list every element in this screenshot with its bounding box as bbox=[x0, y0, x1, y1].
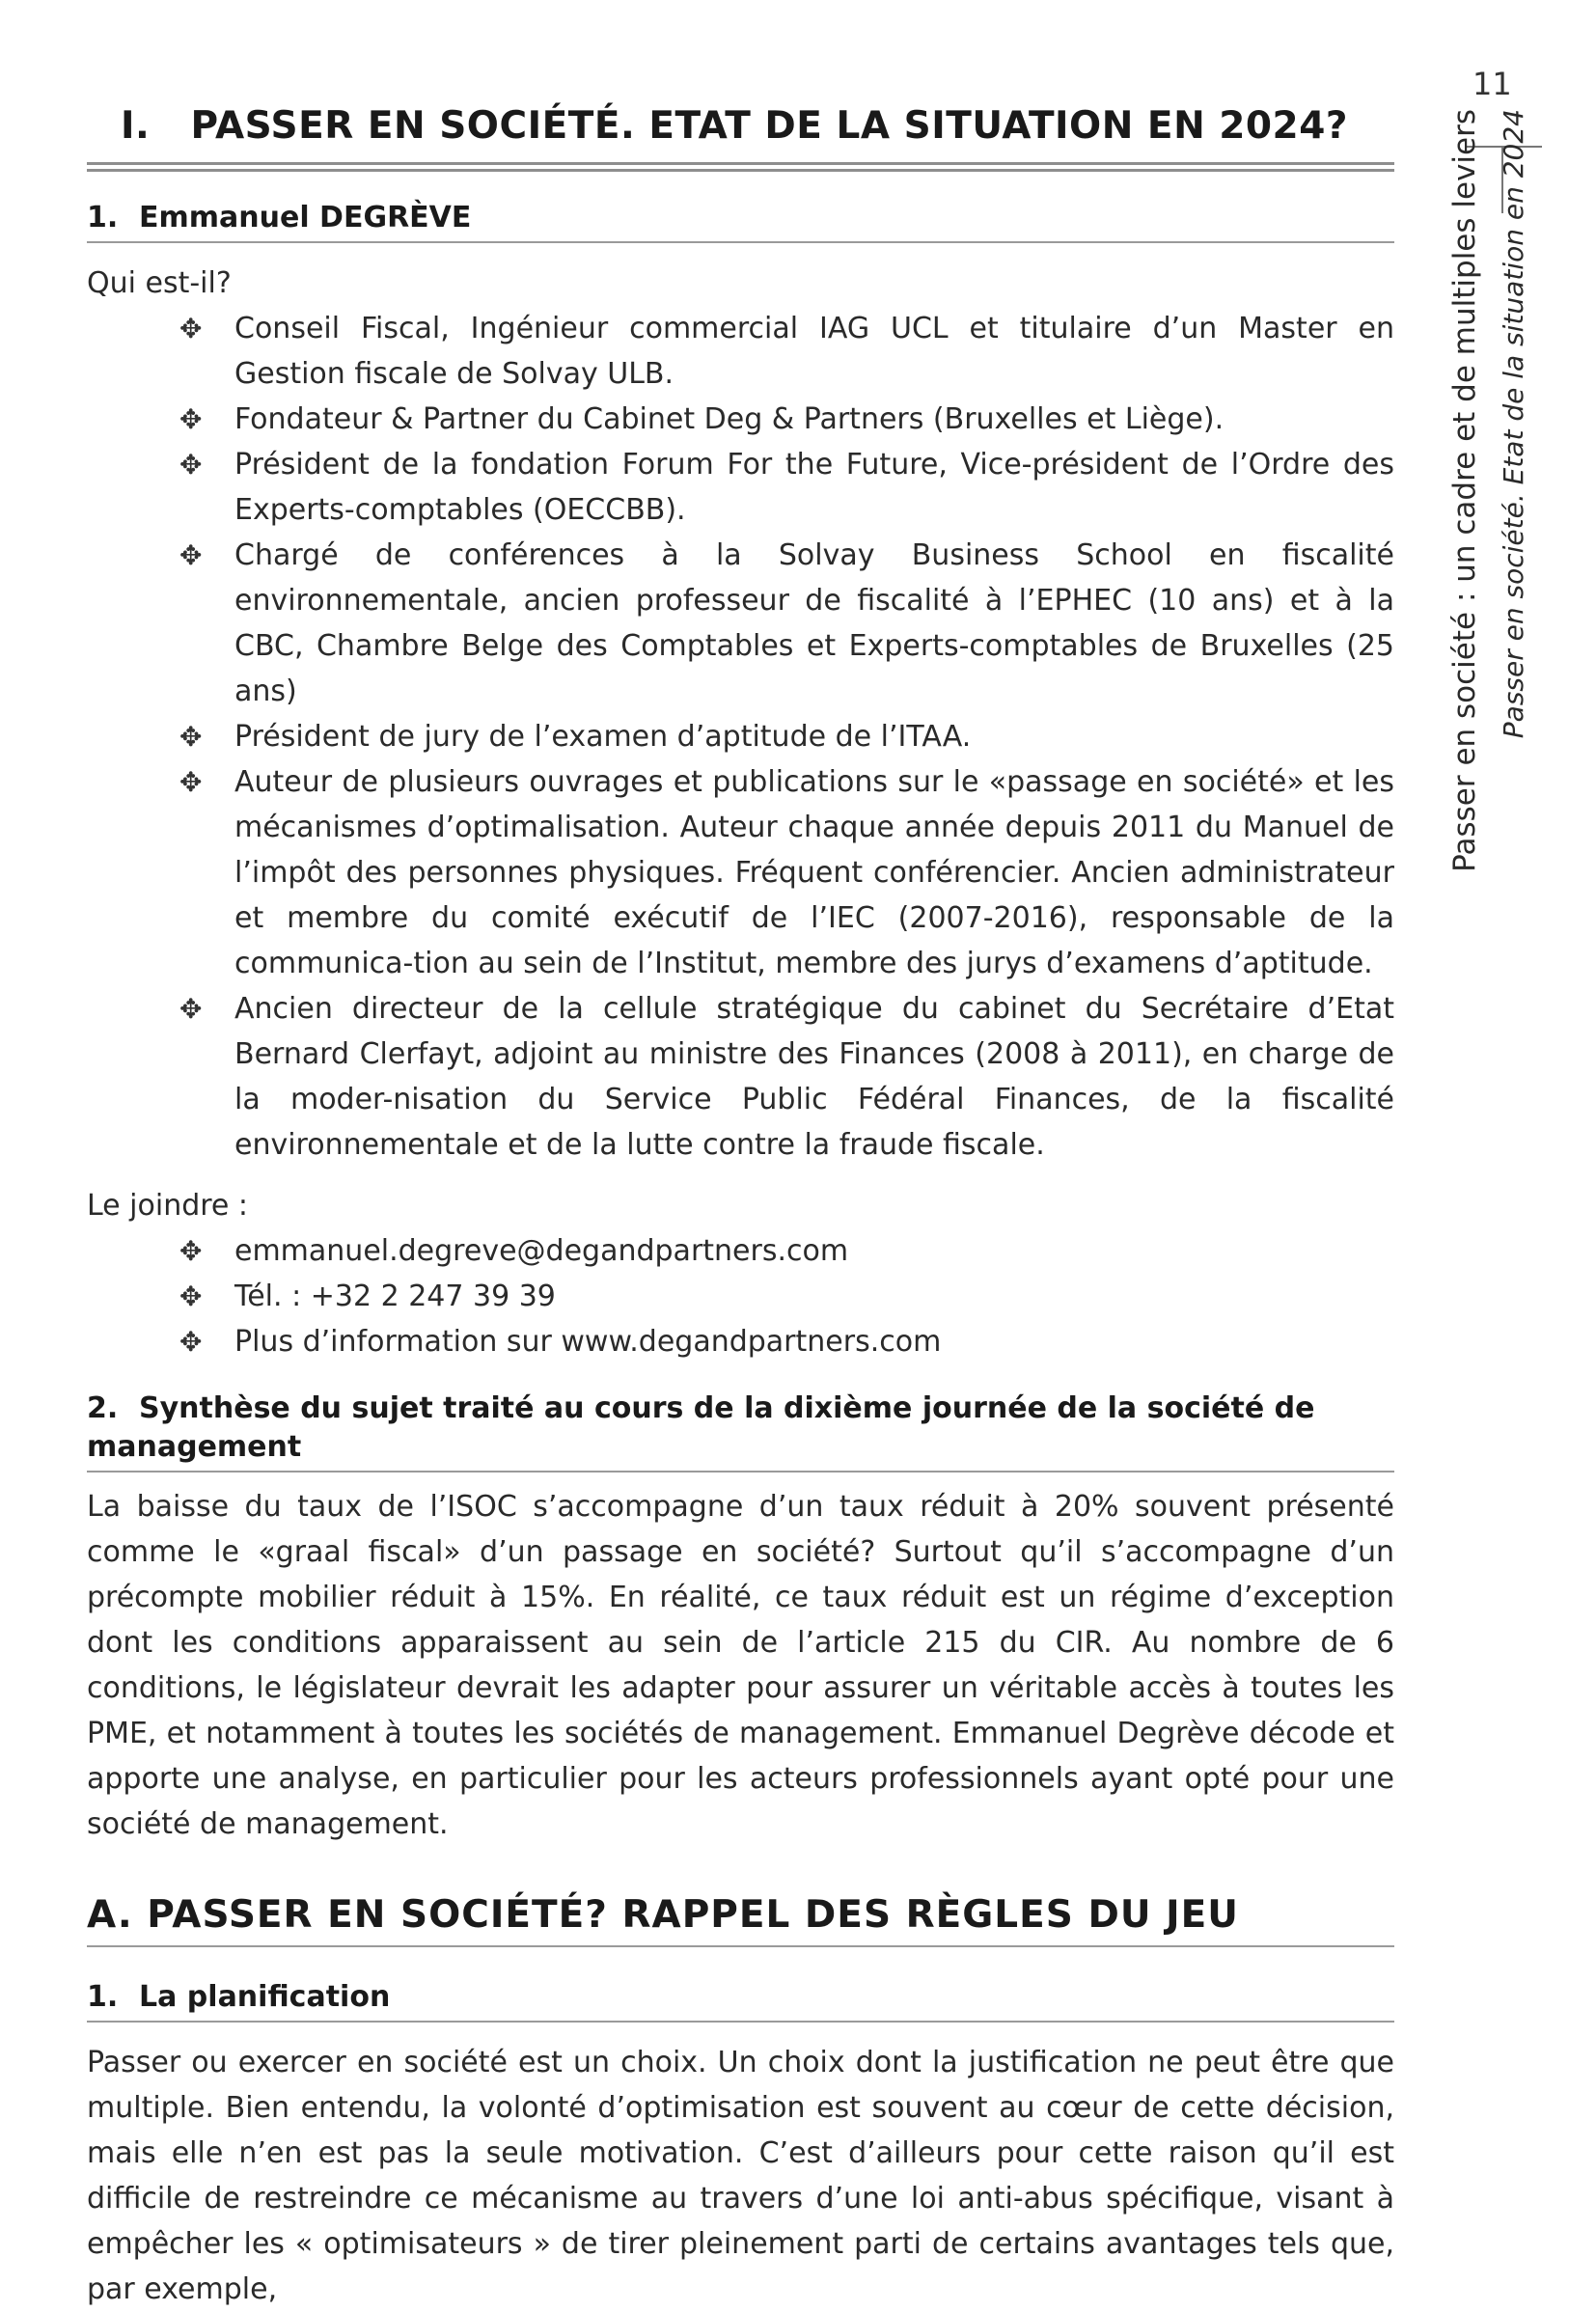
chapter-rule bbox=[87, 162, 1394, 172]
bullet-icon: ✥ bbox=[179, 403, 203, 435]
synthesis-paragraph: La baisse du taux de l’ISOC s’accompagne d’un taux réduit à 20% souvent présenté comme le «graal fiscal» d’un passage en société? Surtout qu’il s’accompagne d’un précompte mobilier réduit à 15%. En réalité, ce taux réduit est un régime d’exception dont les conditions apparaissent au sein de l’article 215 du CIR. Au nombre de 6 conditions, le législateur devrait les adapter pour assurer un véritable accès à toutes les PME, et notamment à toutes les sociétés de management. Emmanuel Degrève décode et apporte une analyse, en particulier pour les acteurs professionnels ayant opté pour une société de management. bbox=[87, 1490, 1394, 1841]
contact-phone: ✥ Tél. : +32 2 247 39 39 bbox=[87, 1274, 1394, 1319]
planification-paragraph: Passer ou exercer en société est un choix. Un choix dont la justification ne peut être que multiple. Bien entendu, la volonté d’optimisation est souvent au cœur de cette décision, mais elle n’en est pas la seule motivation. C’est d’ailleurs pour cette raison qu’il est difficile de restreindre ce mécanisme au travers d’une loi anti-abus spécifique, visant à empêcher les « optimisateurs » de tirer pleinement parti de certains avantages tels que, par exemple, bbox=[87, 2046, 1394, 2306]
bullet-icon: ✥ bbox=[179, 721, 203, 753]
contact-website[interactable]: ✥ Plus d’information sur www.degandpartners.com bbox=[87, 1319, 1394, 1364]
list-item: ✥ Conseil Fiscal, Ingénieur commercial IAG UCL et titulaire d’un Master en Gestion fiscale de Solvay ULB. bbox=[87, 306, 1394, 397]
section-title: La planification bbox=[139, 1980, 391, 2014]
section-heading-1 bbox=[87, 199, 1394, 243]
subsection-heading bbox=[87, 1978, 1394, 2023]
chapter-number: I. bbox=[121, 104, 151, 148]
list-item: ✥ Président de la fondation Forum For the Future, Vice-président de l’Ordre des Experts-comptables (OECCBB). bbox=[87, 442, 1394, 533]
contact-label: Le joindre : bbox=[87, 1189, 249, 1223]
section-title: Emmanuel DEGRÈVE bbox=[139, 201, 472, 234]
list-item: ✥ Auteur de plusieurs ouvrages et publications sur le «passage en société» et les mécanismes d’optimalisation. Auteur chaque année depuis 2011 du Manuel de l’impôt des personnes physiques. Fréquent conférencier. Ancien administrateur et membre du comité exécutif de l’IEC (2007-2016), responsable de la communica-tion au sein de l’Institut, membre des jurys d’examens d’aptitude. bbox=[87, 759, 1394, 986]
running-subtitle: Passer en société. Etat de la situation en 2024 bbox=[1498, 109, 1529, 739]
list-item: ✥ Fondateur & Partner du Cabinet Deg & Partners (Bruxelles et Liège). bbox=[87, 397, 1394, 442]
part-a-heading: A. PASSER EN SOCIÉTÉ? RAPPEL DES RÈGLES DU JEU bbox=[87, 1891, 1394, 1947]
intro-label: Qui est-il? bbox=[87, 266, 232, 300]
bullet-icon: ✥ bbox=[179, 993, 203, 1025]
bullet-icon: ✥ bbox=[179, 766, 203, 798]
page-number: 11 bbox=[1472, 66, 1512, 102]
bullet-icon: ✥ bbox=[179, 1326, 203, 1358]
list-item: ✥ Chargé de conférences à la Solvay Business School en fiscalité environnementale, ancien professeur de fiscalité à l’EPHEC (10 ans) et à la CBC, Chambre Belge des Comptables et Experts-comptables de Bruxelles (25 ans) bbox=[87, 533, 1394, 714]
bullet-icon: ✥ bbox=[179, 449, 203, 481]
bullet-icon: ✥ bbox=[179, 1280, 203, 1312]
chapter-title bbox=[87, 96, 1394, 156]
running-title: Passer en société : un cadre et de multiples leviers bbox=[1447, 109, 1482, 872]
bullet-icon: ✥ bbox=[179, 539, 203, 571]
list-item: ✥ Ancien directeur de la cellule stratégique du cabinet du Secrétaire d’Etat Bernard Clerfayt, adjoint au ministre des Finances (2008 à 2011), en charge de la moder-nisation du Service Public Fédéral Finances, de la fiscalité environnementale et de la lutte contre la fraude fiscale. bbox=[87, 986, 1394, 1168]
list-item: ✥ Président de jury de l’examen d’aptitude de l’ITAA. bbox=[87, 714, 1394, 759]
section-number: 2. bbox=[87, 1391, 119, 1425]
contact-email[interactable]: ✥ emmanuel.degreve@degandpartners.com bbox=[87, 1228, 1394, 1274]
chapter-title-text: PASSER EN SOCIÉTÉ. ETAT DE LA SITUATION EN 2024? bbox=[190, 104, 1348, 148]
bullet-icon: ✥ bbox=[179, 313, 203, 344]
side-running-header bbox=[1447, 46, 1563, 915]
section-number: 1. bbox=[87, 1980, 119, 2014]
bio-list bbox=[87, 306, 1394, 1168]
contact-list bbox=[87, 1228, 1394, 1364]
bullet-icon: ✥ bbox=[179, 1235, 203, 1267]
section-title: Synthèse du sujet traité au cours de la dixième journée de la société de management bbox=[87, 1391, 1315, 1464]
section-heading-2 bbox=[87, 1390, 1394, 1473]
page-content bbox=[87, 96, 1394, 2312]
section-number: 1. bbox=[87, 201, 119, 234]
